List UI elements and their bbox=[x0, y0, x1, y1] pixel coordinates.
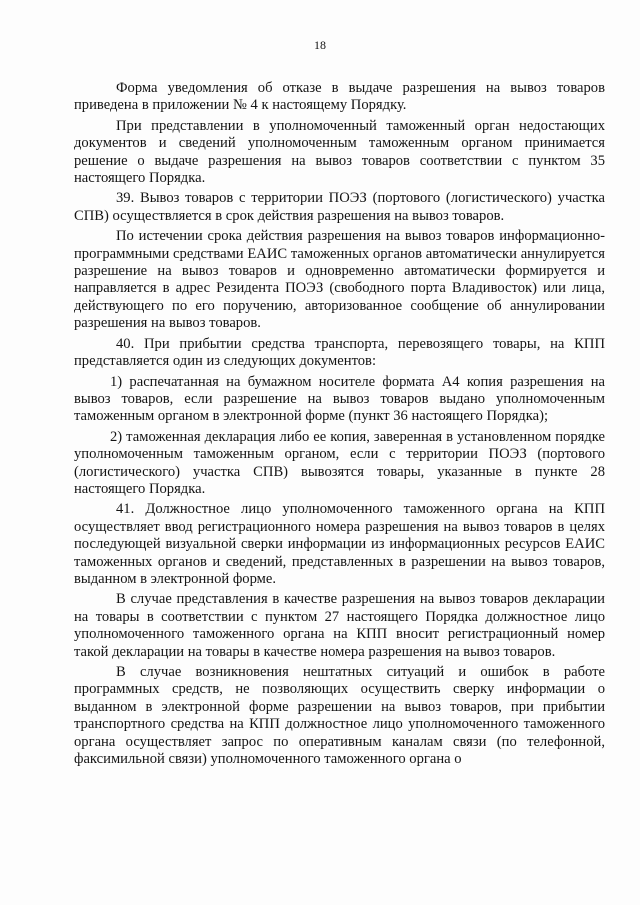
paragraph: В случае представления в качестве разрешения на вывоз товаров декларации на товары в соответствии с пунктом 27 настоящего Порядка должностное лицо уполномоченного таможенного органа на КПП вносит регистрационный номер такой декларации на товары в качестве номера разрешения на вывоз товаров. bbox=[74, 591, 605, 660]
paragraph: По истечении срока действия разрешения на вывоз товаров информационно-программными средствами ЕАИС таможенных органов автоматически аннулируется разрешение на вывоз товаров и одновременно автоматически формируется и направляется в адрес Резидента ПОЭЗ (свободного порта Владивосток) или лица, действующего по его поручению, авторизованное сообщение об аннулировании разрешения на вывоз товаров. bbox=[74, 228, 605, 332]
paragraph: Форма уведомления об отказе в выдаче разрешения на вывоз товаров приведена в приложении № 4 к настоящему Порядку. bbox=[74, 80, 605, 114]
paragraph: В случае возникновения нештатных ситуаций и ошибок в работе программных средств, не позволяющих осуществить сверку информации о выданном в электронной форме разрешении на вывоз товаров, при прибытии транспортного средства на КПП должностное лицо уполномоченного таможенного органа осуществляет запрос по оперативным каналам связи (по телефонной, факсимильной связи) уполномоченного таможенного органа о bbox=[74, 664, 605, 768]
document-body bbox=[74, 80, 605, 768]
paragraph: 40. При прибытии средства транспорта, перевозящего товары, на КПП представляется один из следующих документов: bbox=[74, 335, 605, 370]
list-item: 1) распечатанная на бумажном носителе формата А4 копия разрешения на вывоз товаров, если разрешение на вывоз товаров выдано уполномоченным таможенным органом в электронной форме (пункт 36 настоящего Порядка); bbox=[74, 373, 605, 425]
page-number: 18 bbox=[314, 38, 326, 52]
paragraph: 41. Должностное лицо уполномоченного таможенного органа на КПП осуществляет ввод регистрационного номера разрешения на вывоз товаров в целях последующей визуальной сверки информации из информационных ресурсов ЕАИС таможенных органов и сведений, представленных в разрешении на вывоз товаров, выданном в электронной форме. bbox=[74, 501, 605, 587]
list-item: 2) таможенная декларация либо ее копия, заверенная в установленном порядке уполномоченным таможенным органом, если с территории ПОЭЗ (портового (логистического) участка СПВ) вывозятся товары, указанные в пункте 28 настоящего Порядка. bbox=[74, 428, 605, 497]
paragraph: 39. Вывоз товаров с территории ПОЭЗ (портового (логистического) участка СПВ) осуществляется в срок действия разрешения на вывоз товаров. bbox=[74, 190, 605, 224]
paragraph: При представлении в уполномоченный таможенный орган недостающих документов и сведений уполномоченным таможенным органом принимается решение о выдаче разрешения на вывоз товаров соответствии с пунктом 35 настоящего Порядка. bbox=[74, 117, 605, 187]
